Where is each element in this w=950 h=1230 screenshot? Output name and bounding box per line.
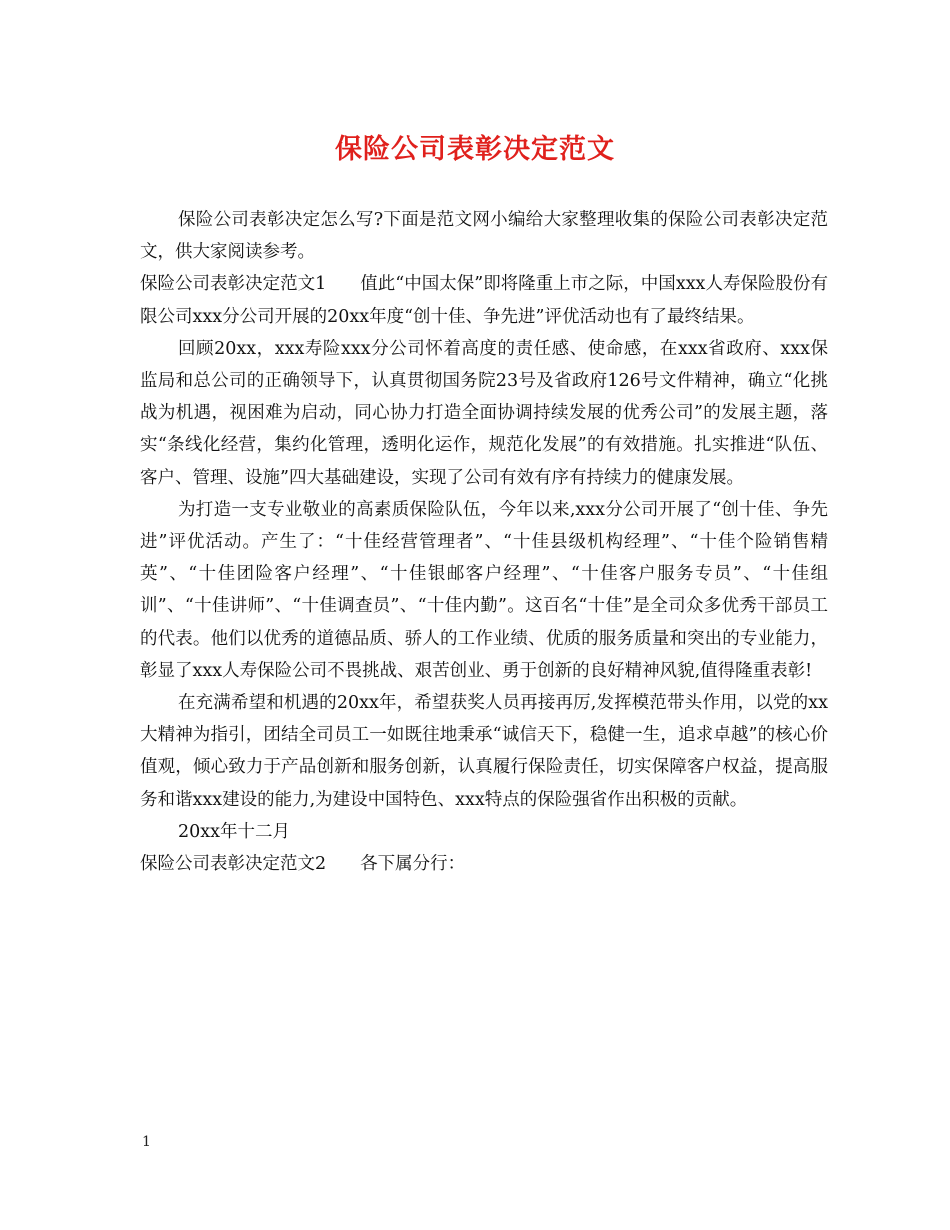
page-number: 1 xyxy=(142,1134,151,1150)
sample1-heading: 保险公司表彰决定范文1 xyxy=(140,274,327,295)
intro-paragraph: 保险公司表彰决定怎么写?下面是范文网小编给大家整理收集的保险公司表彰决定范文，供大家阅读参考。 xyxy=(140,210,828,263)
outlook-paragraph: 在充满希望和机遇的20xx年，希望获奖人员再接再厉,发挥模范带头作用，以党的xx大精神为指引，团结全司员工一如既往地秉承“诚信天下，稳健一生，追求卓越”的核心价值观，倾心致力于产品创新和服务创新，认真履行保险责任，切实保障客户权益，提高服务和谐xxx建设的能力,为建设中国特色、xxx特点的保险强省作出积极的贡献。 xyxy=(140,693,828,810)
document-title: 保险公司表彰决定范文 xyxy=(335,134,615,165)
awards-paragraph: 为打造一支专业敬业的高素质保险队伍，今年以来,xxx分公司开展了“创十佳、争先进”评优活动。产生了：“十佳经营管理者”、“十佳县级机构经理”、“十佳个险销售精英”、“十佳团险客户经理”、“十佳银邮客户经理”、“十佳客户服务专员”、“十佳组训”、“十佳讲师”、“十佳调查员”、“十佳内勤”。这百名“十佳”是全司众多优秀干部员工的代表。他们以优秀的道德品质、骄人的工作业绩、优质的服务质量和突出的专业能力，彰显了xxx人寿保险公司不畏挑战、艰苦创业、勇于创新的良好精神风貌,值得隆重表彰! xyxy=(140,499,828,681)
date-line: 20xx年十二月 xyxy=(178,821,291,842)
document-body xyxy=(140,204,828,880)
sample2-paragraph xyxy=(140,848,828,880)
sample2-heading: 保险公司表彰决定范文2 xyxy=(140,854,327,875)
sample1-paragraph xyxy=(140,268,828,332)
sample2-lead-text: 各下属分行： xyxy=(360,854,466,875)
sample1-lead-text: 值此“中国太保”即将隆重上市之际，中国xxx人寿保险股份有限公司xxx分公司开展的20xx年度“创十佳、争先进”评优活动也有了最终结果。 xyxy=(140,274,828,327)
review-paragraph: 回顾20xx，xxx寿险xxx分公司怀着高度的责任感、使命感，在xxx省政府、xxx保监局和总公司的正确领导下，认真贯彻国务院23号及省政府126号文件精神，确立“化挑战为机遇，视困难为启动，同心协力打造全面协调持续发展的优秀公司”的发展主题，落实“条线化经营，集约化管理，透明化运作，规范化发展”的有效措施。扎实推进“队伍、客户、管理、设施”四大基础建设，实现了公司有效有序有持续力的健康发展。 xyxy=(140,338,828,488)
